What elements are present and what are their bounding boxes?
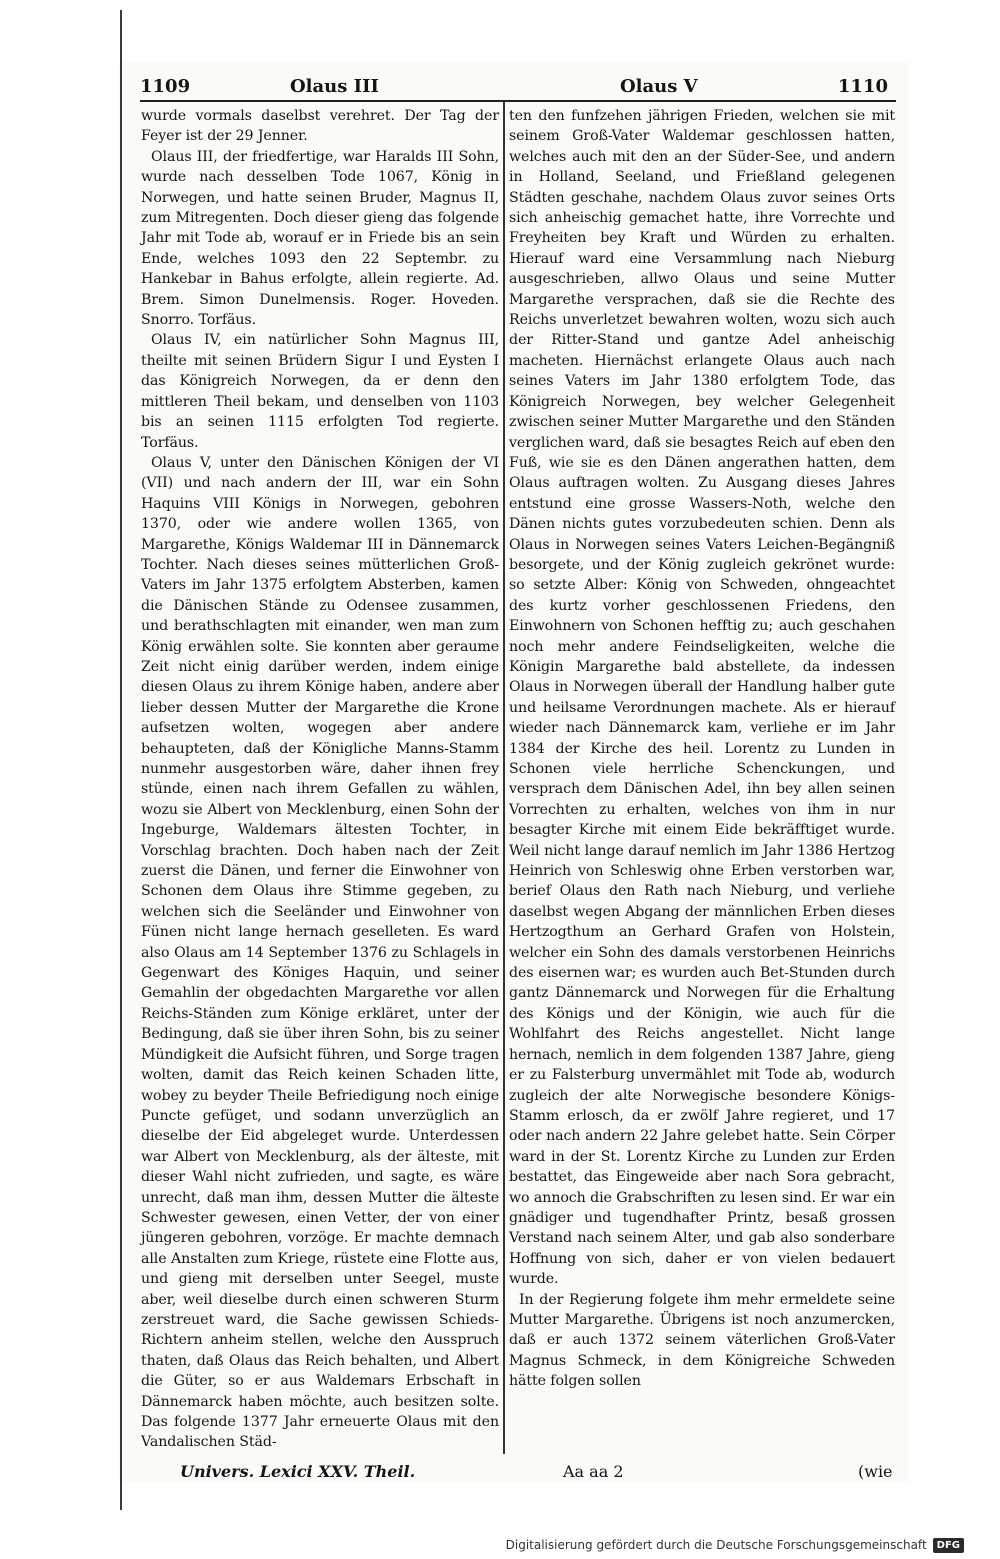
right-paragraph: ten den funfzehen jährigen Frieden, welchen sie mit seinem Groß-Vater Waldemar geschlossen hatten, welches auch mit den an der Süder-See, und andern in Holland, Seeland, und Frießland gelegenen Städten geschahe, nachdem Olaus zuvor seines Orts sich anheischig gemachet hatte, ihre Vorrechte und Freyheiten bey Kraft und Würden zu erhalten. Hierauf ward eine Versammlung nach Nieburg ausgeschrieben, allwo Olaus und seine Mutter Margarethe versprachen, daß sie die Rechte des Reichs unverletzet bewahren wolten, wozu sich auch der Ritter-Stand und gantze Adel anheischig macheten. Hiernächst erlangete Olaus auch nach seines Vaters im Jahr 1380 erfolgtem Tode, das Königreich Norwegen, bey welcher Gelegenheit zwischen seiner Mutter Margarethe und den Ständen verglichen ward, daß sie besagtes Reich auf eben den Fuß, wie sie es den Dänen angerathen hatten, dem Olaus auftragen wolten. Zu Ausgang dieses Jahres entstund eine grosse Wassers-Noth, welche den Dänen nichts gutes vorzubedeuten schien. Denn als Olaus in Norwegen seines Vaters Leichen-Begängniß besorgete, und der König zugleich gekrönet wurde: so setzte Alber: König von Schweden, ohngeachtet des kurtz vorher geschlossenen Friedens, den Einwohnern von Schonen hefftig zu; auch geschahen noch mehr andere Feindseligkeiten, welche die Königin Margarethe bald abstellete, da indessen Olaus in Norwegen überall der Handlung halber gute und heilsame Verordnungen machete. Als er hierauf wieder nach Dännemarck kam, verliehe er im Jahr 1384 der Kirche des heil. Lorentz zu Lunden in Schonen viele herrliche Schenckungen, und versprach dem Dänischen Adel, ihn bey allen seinen Vorrechten zu erhalten, welches von ihm in nur besagter Kirche mit einem Eide bekräfftiget wurde. Weil nicht lange darauf nemlich im Jahr 1386 Hertzog Heinrich von Schleswig ohne Erben verstorben war, berief Olaus den Rath nach Nieburg, und verliehe daselbst wegen Abgang der männlichen Erben dieses Hertzogthum an Gerhard Grafen von Holstein, welcher ein Sohn des damals verstorbenen Heinrichs des eisernen war; es wurden auch Bet-Stunden durch gantz Dännemarck und Norwegen für die Erhaltung des Königs und der Königin, wie auch für die Wohlfahrt des Reichs angestellet. Nicht lange hernach, nemlich in dem folgenden 1387 Jahre, gieng er zu Falsterburg unvermählet mit Tode ab, wodurch zugleich der alte Norwegische besondere Königs-Stamm erlosch, da er zwölf Jahre regieret, und 17 oder nach andern 22 Jahre gelebet hatte. Sein Cörper ward in der St. Lorentz Kirche zu Lunden zur Erden bestattet, das Eingeweide aber nach Sora gebracht, wo annoch die Grabschriften zu lesen sind. Er war ein gnädiger und tugendhafter Printz, besaß grossen Verstand nach seinem Alter, und gab also sonderbare Hoffnung von sich, daher er von vielen bedauert wurde. <box>509 108 895 1288</box>
left-paragraph: Olaus III, der friedfertige, war Haralds III Sohn, wurde nach desselben Tode 1067, König in Norwegen, und hatte seinen Bruder, Magnus II, zum Mitregenten. Doch dieser gieng das folgende Jahr mit Tode ab, worauf er in Friede bis an sein Ende, welches 1093 den 22 Septembr. zu Hankebar in Bahus erfolgte, allein regierte. Ad. Brem. Simon Dunelmensis. Roger. Hoveden. Snorro. Torfäus. <box>141 148 499 329</box>
signature-mark: Aa aa 2 <box>563 1462 624 1481</box>
left-column <box>141 106 499 1453</box>
right-paragraph: In der Regierung folgete ihm mehr ermeldete seine Mutter Margarethe. Übrigens ist noch anzumercken, daß er auch 1372 seinem väterlichen Groß-Vater Magnus Schmeck, in dem Königreiche Schweden hätte folgen sollen <box>509 1291 895 1390</box>
column-divider <box>503 102 505 1454</box>
attribution-text: Digitalisierung gefördert durch die Deutsche Forschungsgemeinschaft <box>505 1538 927 1552</box>
page-number-left: 1109 <box>140 76 191 97</box>
left-paragraph: wurde vormals daselbst verehret. Der Tag der Feyer ist der 29 Jenner. <box>141 108 499 145</box>
dfg-logo: DFG <box>933 1538 964 1553</box>
running-head-right: Olaus V <box>620 76 698 97</box>
left-paragraph: Olaus IV, ein natürlicher Sohn Magnus III, theilte mit seinen Brüdern Sigur I und Eysten I das Königreich Norwegen, da er denn den mittleren Theil bekam, und denselben von 1103 bis an seinen 1115 erfolgten Tod regierte. Torfäus. <box>141 332 499 451</box>
running-head-left: Olaus III <box>290 76 379 97</box>
binding-edge-rule <box>120 10 122 1510</box>
left-paragraph: Olaus V, unter den Dänischen Königen der VI (VII) und nach andern der III, war ein Sohn Haquins VIII Königs in Norwegen, gebohren 1370, oder wie andere wollen 1365, von Margarethe, Königs Waldemar III in Dännemarck Tochter. Nach dieses seines mütterlichen Groß-Vaters im Jahr 1375 erfolgtem Absterben, kamen die Dänischen Stände zu Odensee zusammen, und berathschlagten mit einander, wen man zum König erwählen solte. Sie konnten aber geraume Zeit nicht einig darüber werden, indem einige diesen Olaus zu ihrem Könige haben, andere aber lieber dessen Mutter der Margarethe die Krone aufsetzen wolten, wogegen aber andere behaupteten, daß der Königliche Manns-Stamm nunmehr ausgestorben wäre, daher ihnen frey stünde, einen nach ihrem Gefallen zu wählen, wozu sie Albert von Mecklenburg, einen Sohn der Ingeburge, Waldemars ältesten Tochter, in Vorschlag brachten. Doch haben nach der Zeit zuerst die Dänen, und ferner die Einwohner von Schonen dem Olaus ihre Stimme gegeben, zu welchen sich die Seeländer und Einwohner von Fünen nicht lange hernach geselleten. Es ward also Olaus am 14 September 1376 zu Schlagels in Gegenwart des Königes Haquin, und seiner Gemahlin der obgedachten Margarethe vor allen Reichs-Ständen zum Könige erkläret, unter der Bedingung, daß sie über ihren Sohn, bis zu seiner Mündigkeit die Aufsicht führen, und Sorge tragen wolten, damit das Reich keinen Schaden litte, wobey zu beyder Theile Befriedigung noch einige Puncte gefüget, und sodann unverzüglich an dieselbe der Eid abgeleget wurde. Unterdessen war Albert von Mecklenburg, als der älteste, mit dieser Wahl nicht zufrieden, und sagte, es wäre unrecht, daß man ihm, dessen Mutter die älteste Schwester gewesen, einen Vetter, der von einer jüngeren gebohren, vorzöge. Er machte demnach alle Anstalten zum Kriege, rüstete eine Flotte aus, und gieng mit derselben unter Seegel, muste aber, weil dieselbe durch einen schweren Sturm zerstreuet ward, die Sache gewissen Schieds-Richtern anheim stellen, welche den Ausspruch thaten, daß Olaus das Reich behalten, und Albert die Güter, so er aus Waldemars Erbschaft in Dännemarck haben möchte, auch besitzen solte. Das folgende 1377 Jahr erneuerte Olaus mit den Vandalischen Städ- <box>141 454 499 1451</box>
right-column <box>509 106 895 1392</box>
header-rule <box>140 100 896 102</box>
volume-footer: Univers. Lexici XXV. Theil. <box>180 1462 416 1481</box>
catchword: (wie <box>858 1462 893 1481</box>
page-header <box>140 72 888 100</box>
page-number-right: 1110 <box>837 76 888 97</box>
digitization-attribution <box>506 1535 964 1555</box>
